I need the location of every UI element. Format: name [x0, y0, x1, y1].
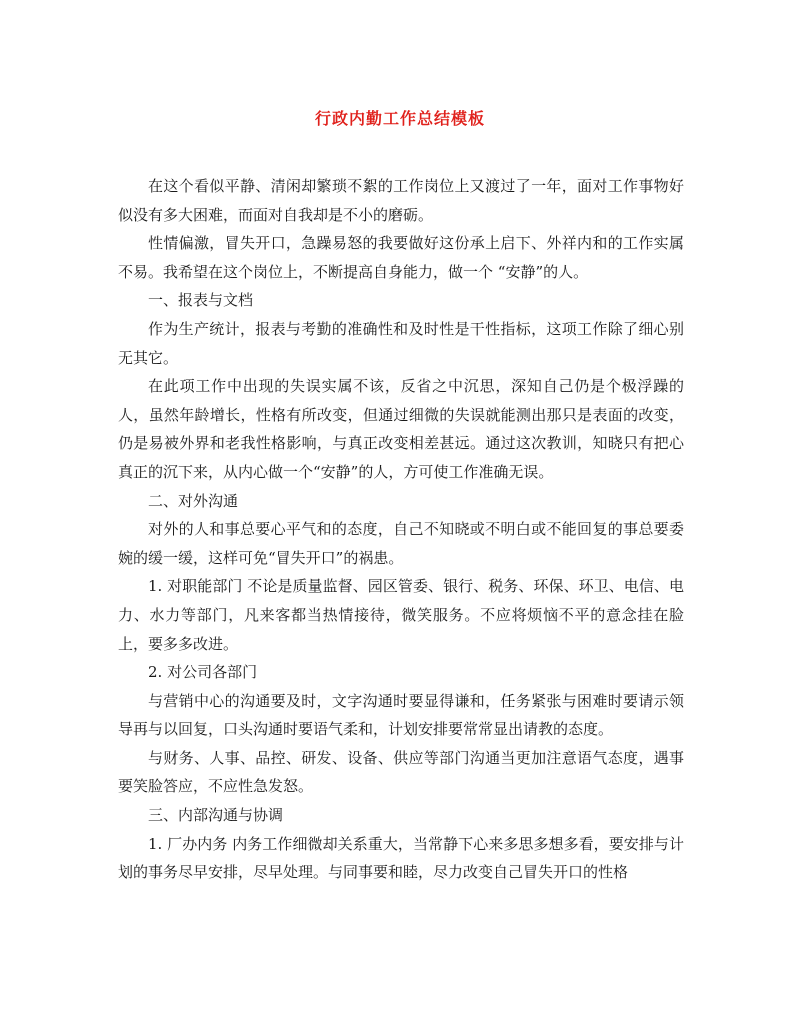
paragraph: 对外的人和事总要心平气和的态度，自己不知晓或不明白或不能回复的事总要委婉的缓一缓，这样可免“冒失开口”的祸患。 [118, 520, 684, 567]
document-body [118, 172, 684, 887]
paragraph: 与财务、人事、品控、研发、设备、供应等部门沟通当更加注意语气态度，遇事要笑脸答应，不应性急发怒。 [118, 748, 684, 796]
paragraph: 1. 对职能部门 不论是质量监督、园区管委、银行、税务、环保、环卫、电信、电力、水力等部门，凡来客都当热情接待，微笑服务。不应将烦恼不平的意念挂在脸上，要多多改进。 [118, 577, 684, 653]
subsection-heading: 2. 对公司各部门 [148, 663, 258, 682]
section-heading: 三、内部沟通与协调 [148, 806, 284, 825]
paragraph: 作为生产统计，报表与考勤的准确性和及时性是干性指标，这项工作除了细心别无其它。 [118, 319, 684, 367]
paragraph: 1. 厂办内务 内务工作细微却关系重大，当常静下心来多思多想多看，要安排与计划的事务尽早安排，尽早处理。与同事要和睦，尽力改变自己冒失开口的性格 [118, 834, 684, 882]
document-title: 行政内勤工作总结模板 [314, 109, 485, 128]
section-heading: 二、对外沟通 [148, 491, 239, 510]
paragraph: 性情偏激，冒失开口，急躁易怒的我要做好这份承上启下、外祥内和的工作实属不易。我希望在这个岗位上，不断提高自身能力，做一个 “安静”的人。 [118, 234, 684, 281]
paragraph: 与营销中心的沟通要及时，文字沟通时要显得谦和，任务紧张与困难时要请示领导再与以回复，口头沟通时要语气柔和，计划安排要常常显出请教的态度。 [118, 691, 684, 739]
section-heading: 一、报表与文档 [148, 291, 254, 310]
paragraph: 在这个看似平静、清闲却繁琐不絮的工作岗位上又渡过了一年，面对工作事物好似没有多大困难，而面对自我却是不小的磨砺。 [118, 177, 684, 224]
paragraph: 在此项工作中出现的失误实属不该，反省之中沉思，深知自己仍是个极浮躁的人，虽然年龄增长，性格有所改变，但通过细微的失误就能测出那只是表面的改变，仍是易被外界和老我性格影响，与真正改变相差甚远。通过这次教训，知晓只有把心真正的沉下来，从内心做一个“安静”的人，方可使工作准确无误。 [118, 377, 684, 481]
